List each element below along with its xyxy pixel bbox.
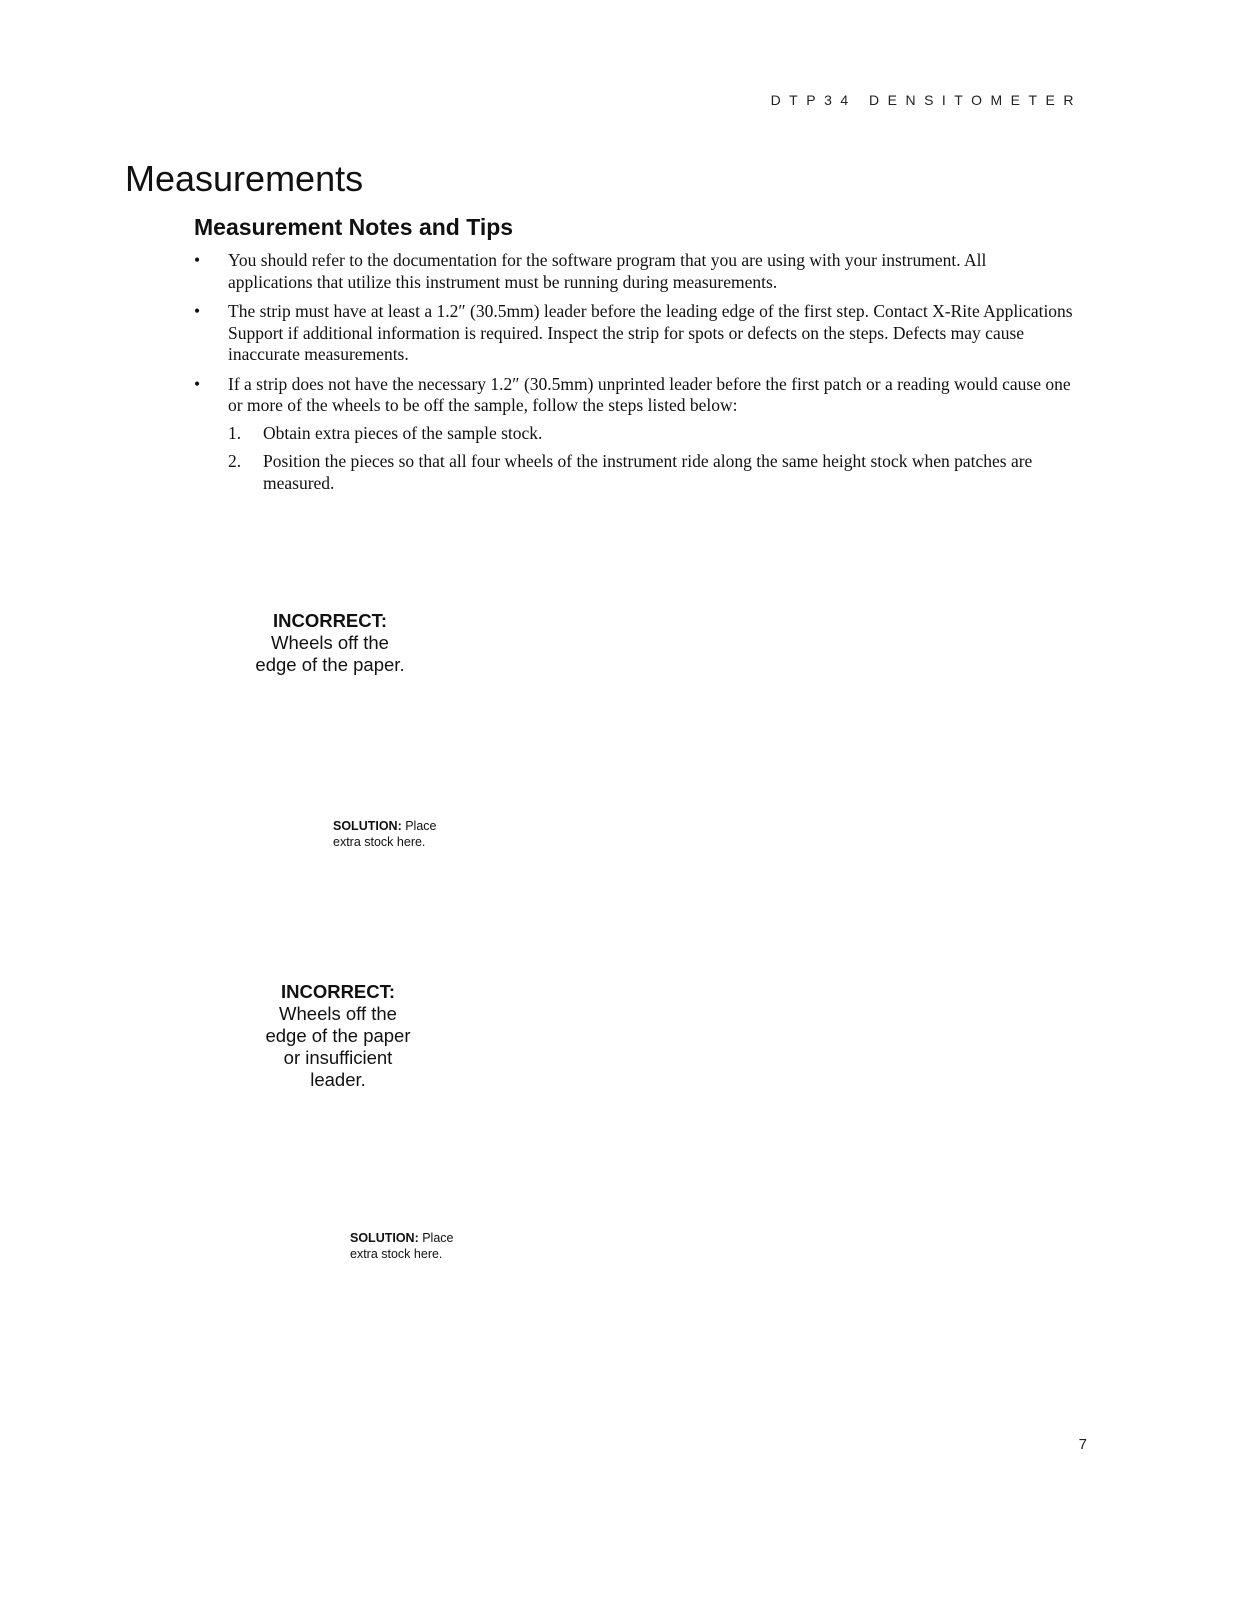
caption-text: extra stock here. xyxy=(350,1247,443,1261)
list-item xyxy=(194,301,1074,366)
caption-line: edge of the paper. xyxy=(255,654,405,675)
figure-1-incorrect-caption xyxy=(230,610,430,676)
caption-text: Place xyxy=(401,819,437,833)
tips-list xyxy=(194,250,1074,502)
bullet-text: The strip must have at least a 1.2″ (30.5mm) leader before the leading edge of the first step. Contact X-Rite Applications Support if additional information is required. Inspect the strip for spots or defects on the steps. Defects may cause inaccurate measurements. xyxy=(228,301,1073,364)
solution-label: SOLUTION: xyxy=(333,819,402,833)
section-title: Measurement Notes and Tips xyxy=(194,214,514,240)
step-item xyxy=(228,423,1074,445)
bullet-marker: • xyxy=(194,250,201,270)
list-item xyxy=(194,250,1074,293)
step-number: 1. xyxy=(228,422,242,443)
figure-2-solution-caption xyxy=(350,1230,510,1262)
bullet-marker: • xyxy=(194,373,201,394)
caption-line: Wheels off the xyxy=(271,632,389,653)
figure-1-solution-caption xyxy=(333,818,493,850)
page-title: Measurements xyxy=(125,158,364,199)
caption-text: Place xyxy=(418,1231,454,1245)
step-item xyxy=(228,451,1074,494)
page-number: 7 xyxy=(1078,1436,1087,1453)
bullet-marker: • xyxy=(194,301,201,321)
list-item xyxy=(194,374,1074,495)
incorrect-label: INCORRECT: xyxy=(280,981,396,1002)
incorrect-label: INCORRECT: xyxy=(272,610,388,631)
bullet-text: You should refer to the documentation for the software program that you are using with your instrument. All applications that utilize this instrument must be running during measurements. xyxy=(228,250,987,292)
running-header: DTP34 DENSITOMETER xyxy=(770,92,1082,108)
bullet-text: If a strip does not have the necessary 1.2″ (30.5mm) unprinted leader before the first patch or a reading would cause one or more of the wheels to be off the sample, follow the steps listed below: xyxy=(228,373,1071,415)
caption-text: extra stock here. xyxy=(333,835,426,849)
step-number: 2. xyxy=(228,451,242,471)
solution-label: SOLUTION: xyxy=(350,1231,419,1245)
step-text: Position the pieces so that all four wheels of the instrument ride along the same height stock when patches are measured. xyxy=(263,451,1033,493)
figure-2-incorrect-caption xyxy=(238,981,438,1091)
steps-list xyxy=(228,423,1074,495)
caption-line: Wheels off the xyxy=(279,1003,397,1024)
caption-line: or insufficient xyxy=(283,1047,393,1068)
caption-line: edge of the paper xyxy=(265,1025,411,1046)
caption-line: leader. xyxy=(310,1069,366,1090)
step-text: Obtain extra pieces of the sample stock. xyxy=(263,422,543,443)
